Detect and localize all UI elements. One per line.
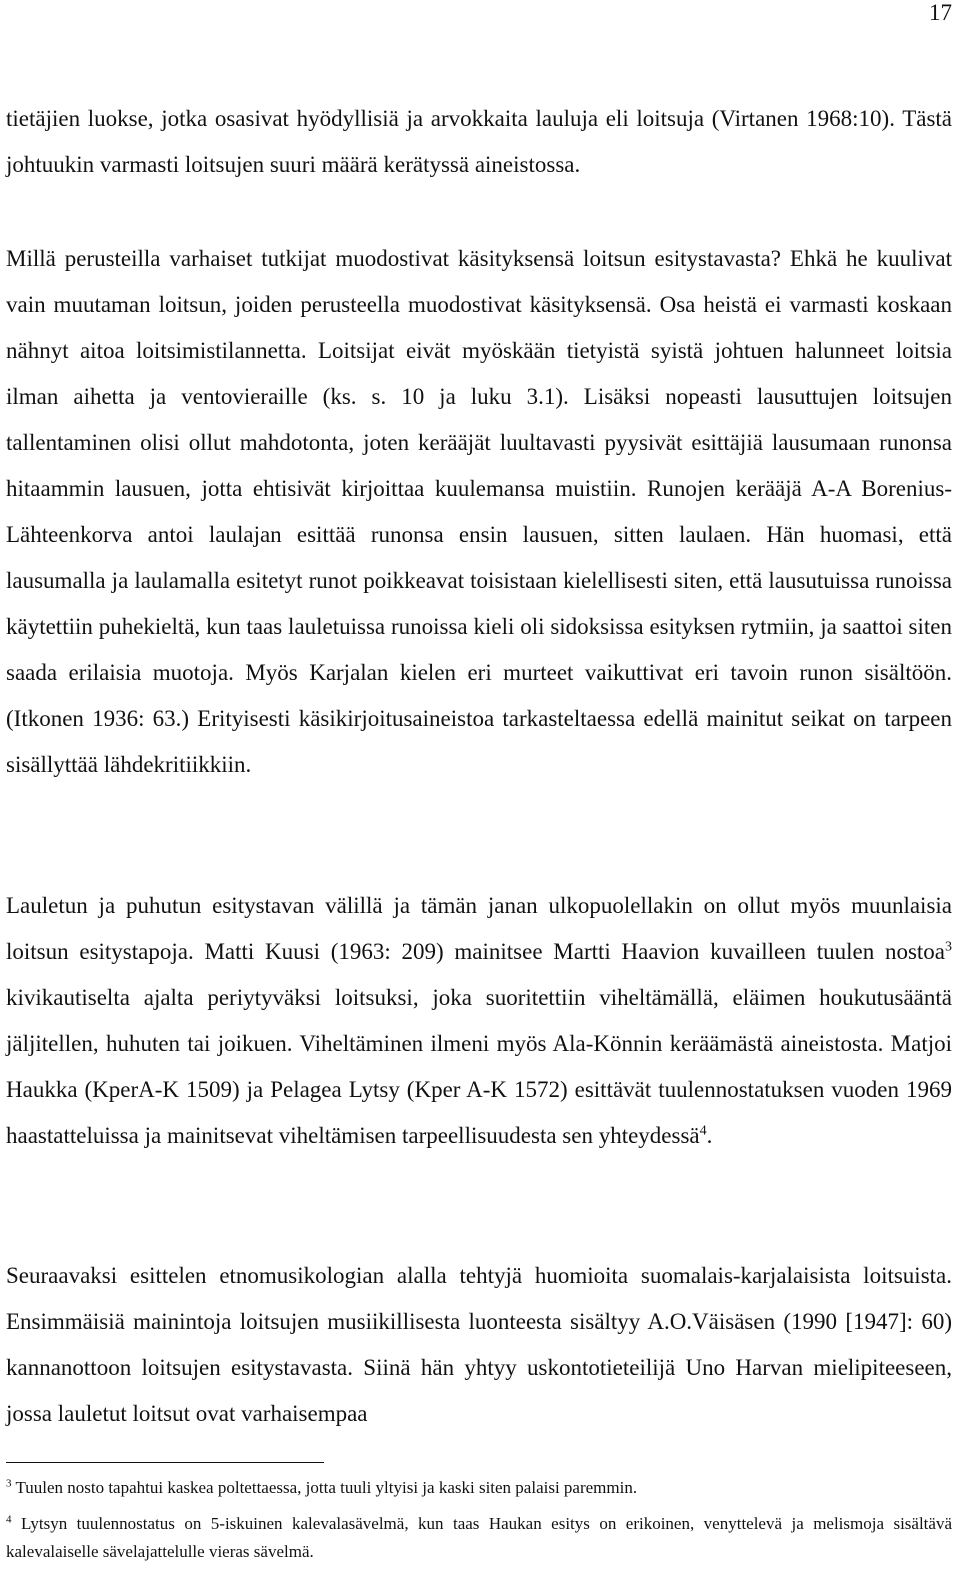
paragraph-3-text-c: . — [706, 1123, 713, 1148]
paragraph-3-text-b: kivikautiselta ajalta periytyväksi loitsuksi, joka suoritettiin viheltämällä, eläimen houkutusääntä jäljitellen, huhuten tai joikuen. Viheltäminen ilmeni myös Ala-Könnin keräämästä aineistosta. Matjoi Haukka (KperA-K 1509) ja Pelagea Lytsy (Kper A-K 1572) esittävät tuulennostatuksen vuoden 1969 haastatteluissa ja mainitsevat viheltämisen tarpeellisuudesta sen yhteydessä — [6, 985, 952, 1148]
footnote-marker: 3 — [6, 1477, 12, 1490]
paragraph-1: tietäjien luokse, jotka osasivat hyödyllisiä ja arvokkaita lauluja eli loitsuja (Virtanen 1968:10). Tästä johtuukin varmasti loitsujen suuri määrä kerätyssä aineistossa. — [6, 106, 952, 177]
footnote-3 — [6, 1474, 952, 1502]
footnote-text: Lytsyn tuulennostatus on 5-iskuinen kalevalasävelmä, kun taas Haukan esitys on erikoinen, venyttelevä ja melismoja sisältävä kalevalaiselle sävelajattelulle vieras sävelmä. — [6, 1514, 952, 1561]
footnote-4 — [6, 1510, 952, 1566]
footnote-ref-4[interactable]: 4 — [699, 1123, 707, 1139]
paragraph-2: Millä perusteilla varhaiset tutkijat muodostivat käsityksensä loitsun esitystavasta? Ehkä he kuulivat vain muutaman loitsun, joiden perusteella muodostivat käsityksensä. Osa heistä ei varmasti koskaan nähnyt aitoa loitsimistilannetta. Loitsijat eivät myöskään tietyistä syistä johtuen halunneet loitsia ilman aihetta ja ventovieraille (ks. s. 10 ja luku 3.1). Lisäksi nopeasti lausuttujen loitsujen tallentaminen olisi ollut mahdotonta, joten kerääjät luultavasti pyysivät esittäjiä lausumaan runonsa hitaammin lausuen, jotta ehtisivät kirjoittaa kuulemansa muistiin. Runojen kerääjä A-A Borenius-Lähteenkorva antoi laulajan esittää runonsa ensin lausuen, sitten laulaen. Hän huomasi, että lausumalla ja laulamalla esitetyt runot poikkeavat toisistaan kielellisesti siten, että lausutuissa runoissa käytettiin puhekieltä, kun taas lauletuissa runoissa kieli oli sidoksissa esityksen rytmiin, ja saattoi siten saada erilaisia muotoja. Myös Karjalan kielen eri murteet vaikuttivat eri tavoin runon sisältöön. (Itkonen 1936: 63.) Erityisesti käsikirjoitusaineistoa tarkasteltaessa edellä mainitut seikat on tarpeen sisällyttää lähdekritiikkiin. — [6, 246, 952, 777]
footnote-divider — [6, 1462, 324, 1463]
page-number: 17 — [929, 0, 952, 25]
footnote-text: Tuulen nosto tapahtui kaskea poltettaessa, jotta tuuli yltyisi ja kaski siten palaisi paremmin. — [11, 1478, 638, 1497]
paragraph-4: Seuraavaksi esittelen etnomusikologian alalla tehtyjä huomioita suomalais-karjalaisista loitsuista. Ensimmäisiä mainintoja loitsujen musiikillisesta luonteesta sisältyy A.O.Väisäsen (1990 [1947]: 60) kannanottoon loitsujen esitystavasta. Siinä hän yhtyy uskontotieteilijä Uno Harvan mielipiteeseen, jossa lauletut loitsut ovat varhaisempaa — [6, 1263, 952, 1426]
footnote-marker: 4 — [6, 1513, 12, 1526]
footnote-ref-3[interactable]: 3 — [945, 939, 952, 955]
paragraph-3 — [6, 883, 952, 1159]
paragraph-3-text-a: Lauletun ja puhutun esitystavan välillä ja tämän janan ulkopuolellakin on ollut myös muunlaisia loitsun esitystapoja. Matti Kuusi (1963: 209) mainitsee Martti Haavion kuvailleen tuulen nostoa — [6, 893, 952, 964]
